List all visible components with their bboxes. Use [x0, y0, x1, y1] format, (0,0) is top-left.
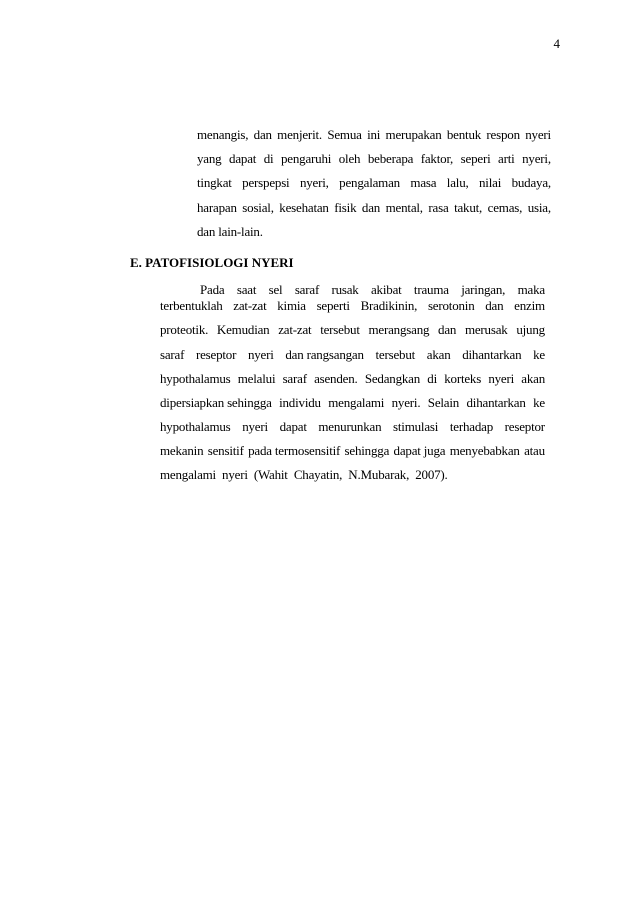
- word: zat-zat: [233, 298, 267, 313]
- intro-line-5: dan lain-lain.: [197, 224, 263, 239]
- word: ujung: [516, 322, 545, 337]
- word: saraf: [294, 282, 320, 297]
- word: nyeri: [242, 419, 268, 434]
- word: perspepsi: [242, 175, 290, 190]
- section-heading: E. PATOFISIOLOGI NYERI: [130, 255, 294, 270]
- word: ke: [533, 347, 545, 362]
- section-line-3: [160, 321, 545, 339]
- word: faktor,: [420, 151, 454, 166]
- word: arti: [498, 151, 515, 166]
- word: dan: [438, 322, 457, 337]
- word: tersebut: [375, 347, 416, 362]
- word: dapat: [229, 151, 257, 166]
- word: merupakan: [385, 127, 442, 142]
- word: hypothalamus: [160, 371, 231, 386]
- word: dipersiapkan sehingga: [160, 395, 272, 410]
- word: menurunkan: [318, 419, 382, 434]
- word: seperti: [316, 298, 350, 313]
- section-line-9: mengalami nyeri (Wahit Chayatin, N.Mubarak, 2007).: [160, 467, 448, 482]
- word: dapat: [279, 419, 307, 434]
- page-number: 4: [553, 36, 560, 51]
- word: budaya,: [511, 175, 551, 190]
- word: maka: [517, 282, 545, 297]
- word: enzim: [514, 298, 545, 313]
- word: Pada: [200, 282, 225, 297]
- word: tingkat: [197, 175, 232, 190]
- word: dihantarkan: [466, 395, 526, 410]
- word: dapat juga: [393, 443, 446, 458]
- word: sehingga: [344, 443, 390, 458]
- word: yang: [197, 151, 222, 166]
- word: sensitif: [207, 443, 244, 458]
- section-line-6: [160, 394, 545, 412]
- section-line-5: [160, 370, 545, 388]
- word: dan: [361, 200, 381, 215]
- word: saat: [236, 282, 257, 297]
- word: akan: [426, 347, 451, 362]
- word: kesehatan: [279, 200, 329, 215]
- word: harapan: [197, 200, 237, 215]
- word: respon: [486, 127, 520, 142]
- word: nyeri,: [522, 151, 551, 166]
- intro-line-3: [197, 174, 551, 192]
- word: pengaruhi: [281, 151, 332, 166]
- word: reseptor: [504, 419, 545, 434]
- word: serotonin: [427, 298, 475, 313]
- intro-line-1: [197, 126, 551, 144]
- word: akibat: [370, 282, 402, 297]
- word: saraf: [160, 347, 185, 362]
- word: Kemudian: [216, 322, 270, 337]
- word: trauma: [413, 282, 449, 297]
- word: terhadap: [449, 419, 493, 434]
- word: merusak: [464, 322, 508, 337]
- word: mengalami: [328, 395, 385, 410]
- section-line-2: [160, 297, 545, 315]
- word: oleh: [338, 151, 361, 166]
- word: cemas,: [487, 200, 523, 215]
- word: stimulasi: [393, 419, 439, 434]
- word: menjerit.: [277, 127, 322, 142]
- word: menyebabkan: [449, 443, 520, 458]
- section-line-4: [160, 346, 545, 364]
- section-line-8: [160, 442, 545, 460]
- word: seperi: [460, 151, 491, 166]
- word: di: [427, 371, 437, 386]
- word: nyeri: [525, 127, 551, 142]
- word: akan: [521, 371, 545, 386]
- word: pengalaman: [339, 175, 400, 190]
- word: masa: [410, 175, 437, 190]
- word: saraf: [282, 371, 307, 386]
- word: melalui: [237, 371, 276, 386]
- word: reseptor: [195, 347, 237, 362]
- word: Sedangkan: [364, 371, 421, 386]
- word: mental,: [385, 200, 423, 215]
- word: ke: [533, 395, 545, 410]
- word: atau: [524, 443, 545, 458]
- intro-line-4: [197, 199, 551, 217]
- word: dan: [485, 298, 504, 313]
- word: jaringan,: [461, 282, 506, 297]
- word: rasa: [428, 200, 449, 215]
- word: ini: [367, 127, 381, 142]
- word: nilai: [479, 175, 502, 190]
- word: hypothalamus: [160, 419, 231, 434]
- word: beberapa: [367, 151, 414, 166]
- word: merangsang: [368, 322, 430, 337]
- word: sel: [268, 282, 283, 297]
- section-line-7: [160, 418, 545, 436]
- word: usia,: [527, 200, 551, 215]
- word: proteotik.: [160, 322, 209, 337]
- word: tersebut: [320, 322, 360, 337]
- word: Semua: [327, 127, 362, 142]
- word: rusak: [331, 282, 359, 297]
- word: fisik: [334, 200, 357, 215]
- intro-line-2: [197, 150, 551, 168]
- word: dan rangsangan: [285, 347, 364, 362]
- word: Selain: [427, 395, 460, 410]
- word: nyeri: [488, 371, 515, 386]
- word: bentuk: [446, 127, 482, 142]
- word: asenden.: [314, 371, 358, 386]
- word: nyeri,: [299, 175, 329, 190]
- word: terbentuklah: [160, 298, 223, 313]
- word: korteks: [444, 371, 482, 386]
- word: lalu,: [446, 175, 469, 190]
- word: pada termosensitif: [248, 443, 341, 458]
- word: zat-zat: [278, 322, 312, 337]
- word: dan: [253, 127, 272, 142]
- word: mekanin: [160, 443, 204, 458]
- word: nyeri.: [391, 395, 421, 410]
- word: nyeri: [247, 347, 274, 362]
- word: takut,: [454, 200, 483, 215]
- word: kimia: [277, 298, 306, 313]
- word: menangis,: [197, 127, 249, 142]
- word: sosial,: [242, 200, 274, 215]
- word: di: [263, 151, 274, 166]
- word: dihantarkan: [462, 347, 522, 362]
- word: Bradikinin,: [360, 298, 418, 313]
- word: individu: [279, 395, 321, 410]
